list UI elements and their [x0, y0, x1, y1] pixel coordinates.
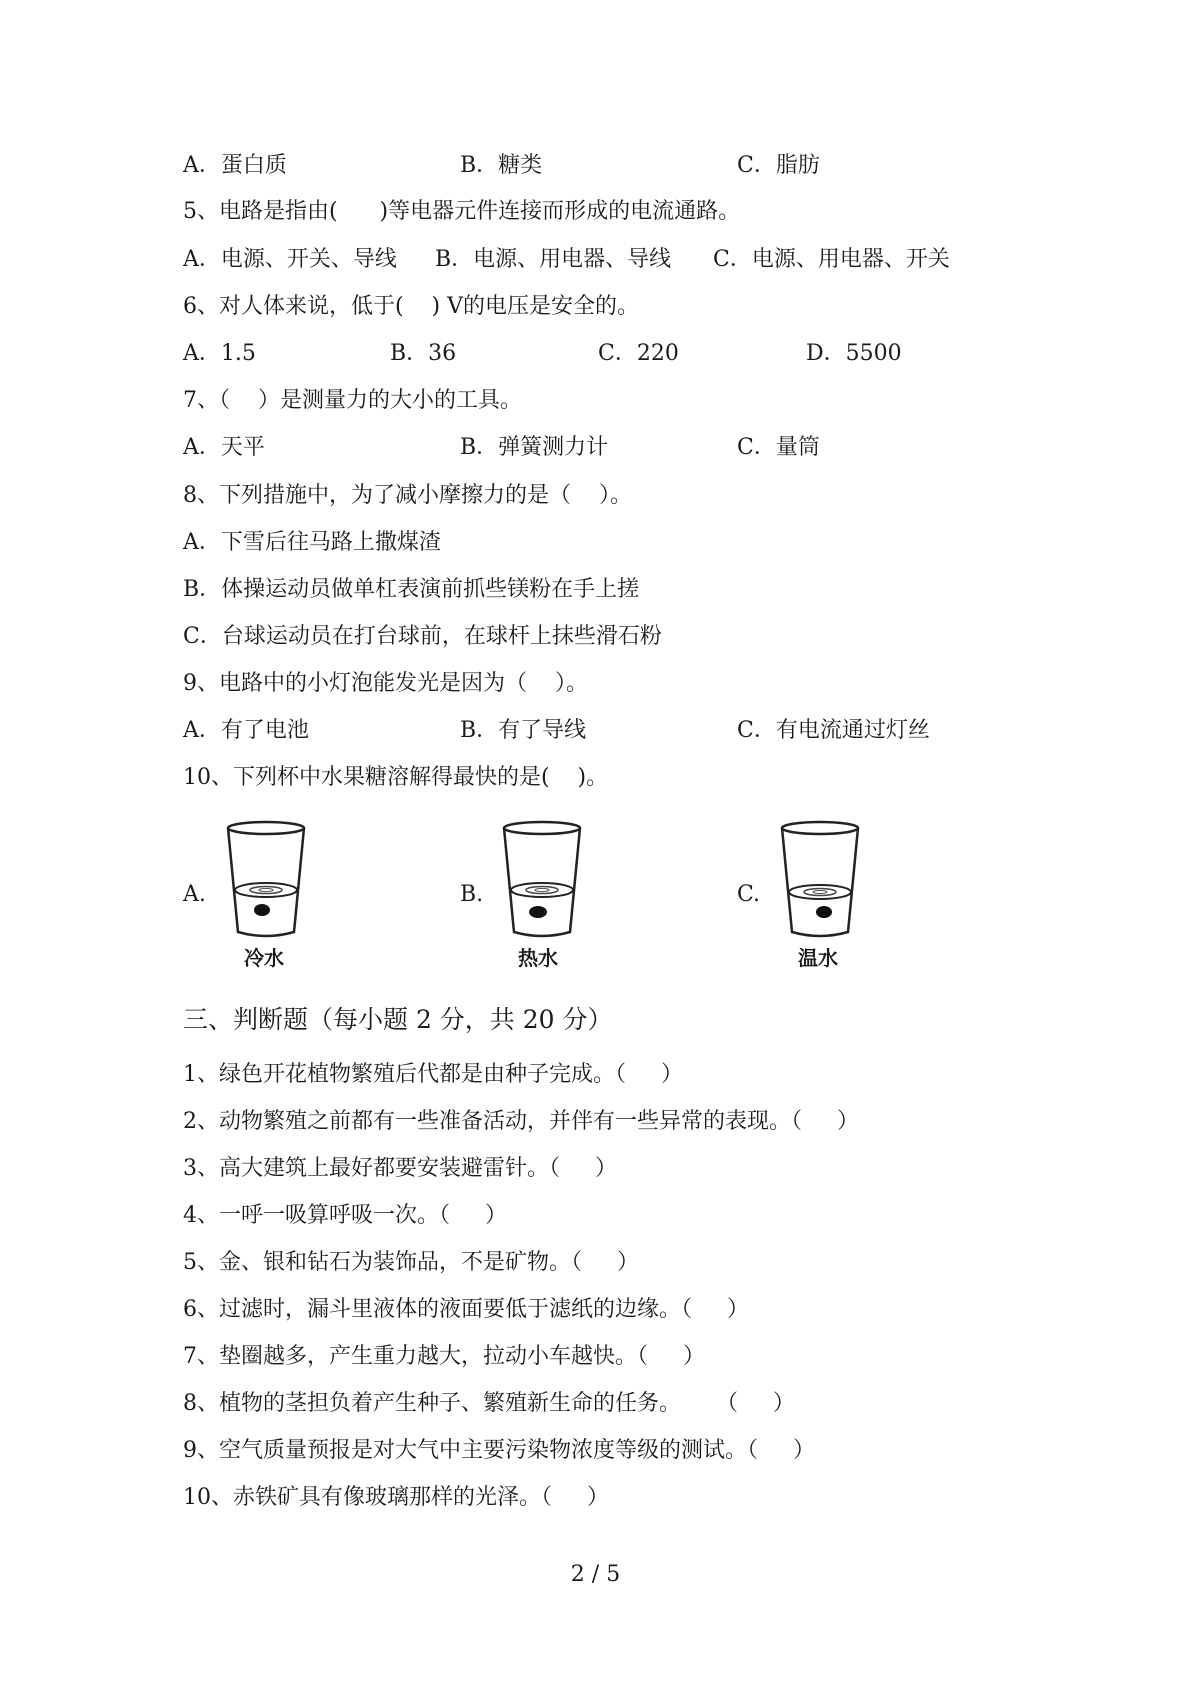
q4-option-b: B．糖类	[460, 153, 543, 178]
q9-option-a: A．有了电池	[183, 718, 309, 743]
q5-option-a: A．电源、开关、导线	[183, 247, 397, 272]
q7-option-a: A．天平	[183, 435, 265, 460]
q6-stem: 6、对人体来说，低于( ) V的电压是安全的。	[183, 294, 640, 319]
judge-item-10: 10、赤铁矿具有像玻璃那样的光泽。（ ）	[183, 1485, 609, 1510]
section-title-judgement: 三、判断题（每小题 2 分，共 20 分）	[183, 1005, 613, 1034]
q7-option-b: B．弹簧测力计	[460, 435, 609, 460]
q7-option-c: C．量筒	[737, 435, 820, 460]
cold-water-cup-illustration	[222, 820, 310, 940]
q6-option-a: A．1.5	[183, 341, 256, 366]
hot-water-cup-illustration	[498, 820, 586, 940]
q6-option-b: B．36	[390, 341, 457, 366]
q10-option-c: C.	[737, 882, 761, 907]
q7-stem: 7、（ ）是测量力的大小的工具。	[183, 388, 522, 413]
judge-item-9: 9、空气质量预报是对大气中主要污染物浓度等级的测试。（ ）	[183, 1438, 815, 1463]
judge-item-4: 4、一呼一吸算呼吸一次。（ ）	[183, 1203, 507, 1228]
q6-option-c: C．220	[598, 341, 679, 366]
warm-water-label: 温水	[798, 946, 838, 970]
judge-item-2: 2、动物繁殖之前都有一些准备活动，并伴有一些异常的表现。（ ）	[183, 1109, 859, 1134]
q10-stem: 10、下列杯中水果糖溶解得最快的是( )。	[183, 765, 609, 790]
q8-option-b: B．体操运动员做单杠表演前抓些镁粉在手上搓	[183, 577, 640, 602]
hot-water-label: 热水	[518, 946, 558, 970]
warm-water-cup-illustration	[776, 820, 864, 940]
judge-item-6: 6、过滤时，漏斗里液体的液面要低于滤纸的边缘。（ ）	[183, 1297, 749, 1322]
q8-option-a: A．下雪后往马路上撒煤渣	[183, 530, 441, 555]
q4-option-c: C．脂肪	[737, 153, 820, 178]
judge-item-5: 5、金、银和钻石为装饰品，不是矿物。（ ）	[183, 1250, 639, 1275]
q8-stem: 8、下列措施中，为了减小摩擦力的是（ ）。	[183, 483, 632, 508]
q9-option-b: B．有了导线	[460, 718, 587, 743]
judge-item-8: 8、植物的茎担负着产生种子、繁殖新生命的任务。 （ ）	[183, 1391, 795, 1416]
q5-stem: 5、电路是指由( )等电器元件连接而形成的电流通路。	[183, 199, 741, 224]
q6-option-d: D．5500	[806, 341, 902, 366]
page-number: 2 / 5	[570, 1562, 621, 1587]
q9-stem: 9、电路中的小灯泡能发光是因为（ ）。	[183, 671, 588, 696]
q10-option-b: B.	[460, 882, 484, 907]
q8-option-c: C．台球运动员在打台球前，在球杆上抹些滑石粉	[183, 624, 662, 649]
q5-option-c: C．电源、用电器、开关	[713, 247, 950, 272]
judge-item-7: 7、垫圈越多，产生重力越大，拉动小车越快。（ ）	[183, 1344, 705, 1369]
q10-option-a: A.	[183, 882, 206, 907]
q9-option-c: C．有电流通过灯丝	[737, 718, 930, 743]
cold-water-label: 冷水	[244, 946, 284, 970]
judge-item-3: 3、高大建筑上最好都要安装避雷针。（ ）	[183, 1156, 617, 1181]
q4-option-a: A．蛋白质	[183, 153, 287, 178]
judge-item-1: 1、绿色开花植物繁殖后代都是由种子完成。（ ）	[183, 1062, 683, 1087]
q5-option-b: B．电源、用电器、导线	[435, 247, 672, 272]
